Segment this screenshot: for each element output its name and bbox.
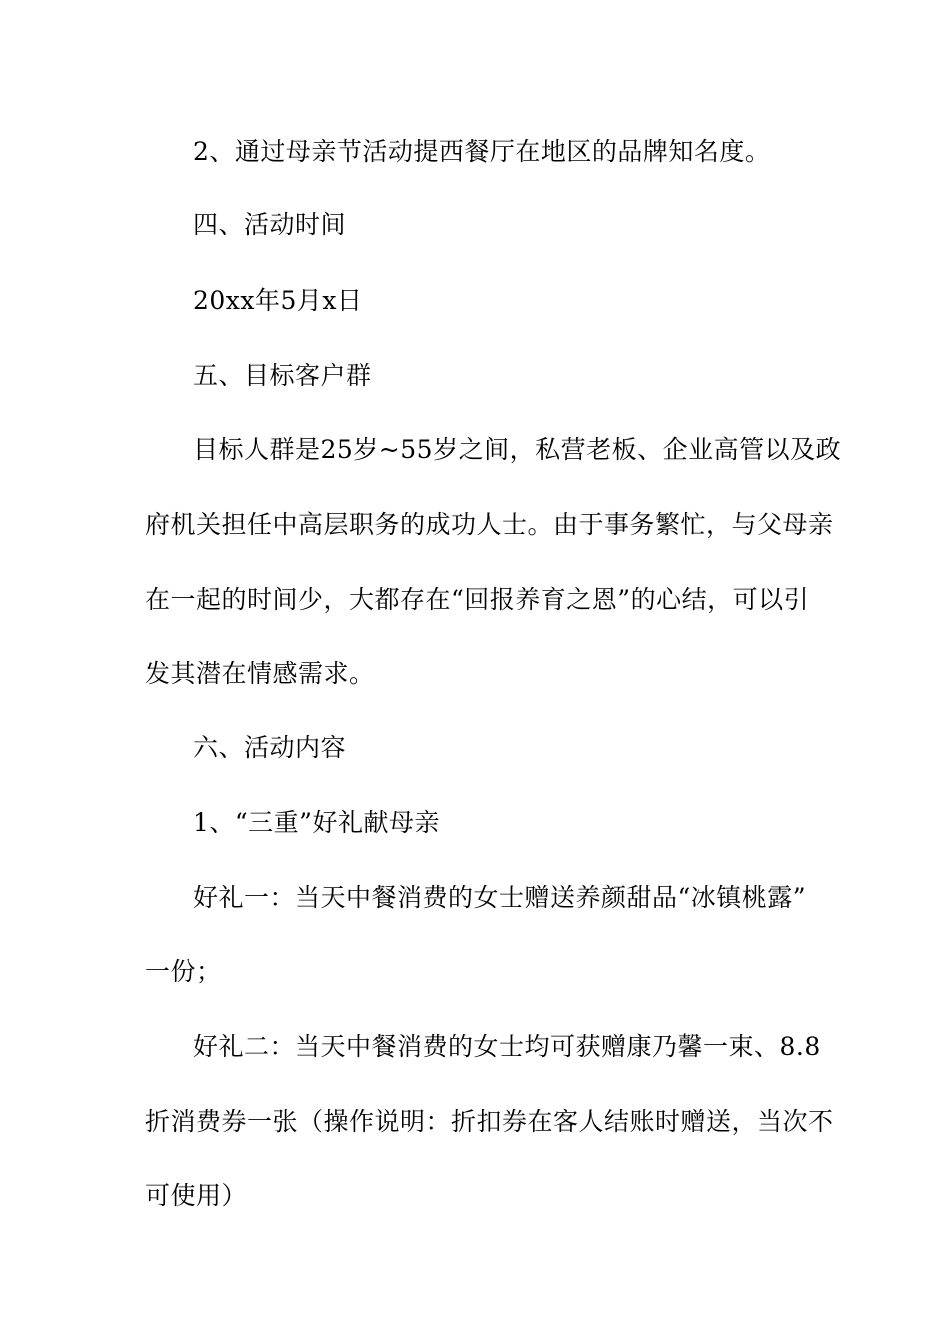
paragraph-target-line-2: 府机关担任中高层职务的成功人士。由于事务繁忙，与父母亲 bbox=[145, 510, 834, 539]
paragraph-target-line-1: 目标人群是25岁~55岁之间，私营老板、企业高管以及政 bbox=[193, 435, 842, 464]
paragraph-gift-two-line-1: 好礼二：当天中餐消费的女士均可获赠康乃馨一束、8.8 bbox=[193, 1032, 821, 1061]
paragraph-gift-one-line-2: 一份； bbox=[145, 957, 222, 986]
paragraph-gift-two-line-3: 可使用） bbox=[145, 1181, 248, 1210]
paragraph-target-line-4: 发其潜在情感需求。 bbox=[145, 659, 375, 688]
subheading-triple-gifts: 1、“三重”好礼献母亲 bbox=[193, 808, 440, 837]
paragraph-gift-two-line-2: 折消费券一张（操作说明：折扣券在客人结账时赠送，当次不 bbox=[145, 1107, 834, 1136]
paragraph-gift-one-line-1: 好礼一：当天中餐消费的女士赠送养颜甜品“冰镇桃露” bbox=[193, 883, 807, 912]
section-heading-activity-content: 六、活动内容 bbox=[193, 733, 347, 762]
section-heading-target-customers: 五、目标客户群 bbox=[193, 361, 372, 390]
paragraph-brand-awareness: 2、通过母亲节活动提西餐厅在地区的品牌知名度。 bbox=[193, 137, 771, 166]
section-heading-activity-time: 四、活动时间 bbox=[193, 210, 347, 239]
paragraph-target-line-3: 在一起的时间少，大都存在“回报养育之恩”的心结，可以引 bbox=[145, 585, 810, 614]
activity-date: 20xx年5月x日 bbox=[193, 286, 363, 315]
